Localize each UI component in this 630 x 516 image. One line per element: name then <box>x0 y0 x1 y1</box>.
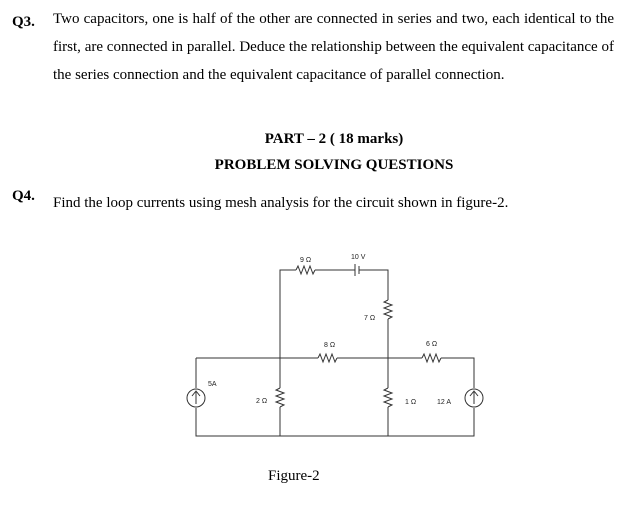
label-10v: 10 V <box>351 254 366 261</box>
resistor-7ohm <box>384 300 392 319</box>
q4-question-text: Find the loop currents using mesh analysis for the circuit shown in figure-2. <box>53 195 509 211</box>
q3-number: Q3. <box>12 14 35 30</box>
figure-caption: Figure-2 <box>268 468 320 484</box>
label-6ohm: 6 Ω <box>426 341 438 348</box>
label-12a: 12 A <box>437 399 452 406</box>
resistor-8ohm <box>318 354 337 362</box>
label-8ohm: 8 Ω <box>324 342 336 349</box>
label-7ohm: 7 Ω <box>364 315 376 322</box>
label-1ohm: 1 Ω <box>405 399 417 406</box>
wire-top-right <box>359 270 388 300</box>
resistor-9ohm <box>296 266 315 274</box>
resistor-1ohm <box>384 388 392 407</box>
q3-question-text: Two capacitors, one is half of the other are connected in series and two, each identical to the first, are connected in parallel. Deduce the relationship between the equivalent capacitance of the series connection and the equivalent capacitance of parallel connection. <box>53 11 614 83</box>
q4-number: Q4. <box>12 188 35 204</box>
part-heading: PART – 2 ( 18 marks) <box>264 131 404 147</box>
resistor-2ohm <box>276 388 284 407</box>
label-2ohm: 2 Ω <box>256 398 268 405</box>
resistor-6ohm <box>422 354 441 362</box>
label-5a: 5A <box>208 381 217 388</box>
circuit-wires <box>196 264 474 436</box>
label-9ohm: 9 Ω <box>300 257 312 264</box>
wire-left-down <box>196 408 474 436</box>
battery-10v <box>355 264 359 276</box>
section-heading: PROBLEM SOLVING QUESTIONS <box>214 157 454 173</box>
wire-top-left <box>280 270 296 358</box>
wire-mid-right <box>441 358 474 388</box>
